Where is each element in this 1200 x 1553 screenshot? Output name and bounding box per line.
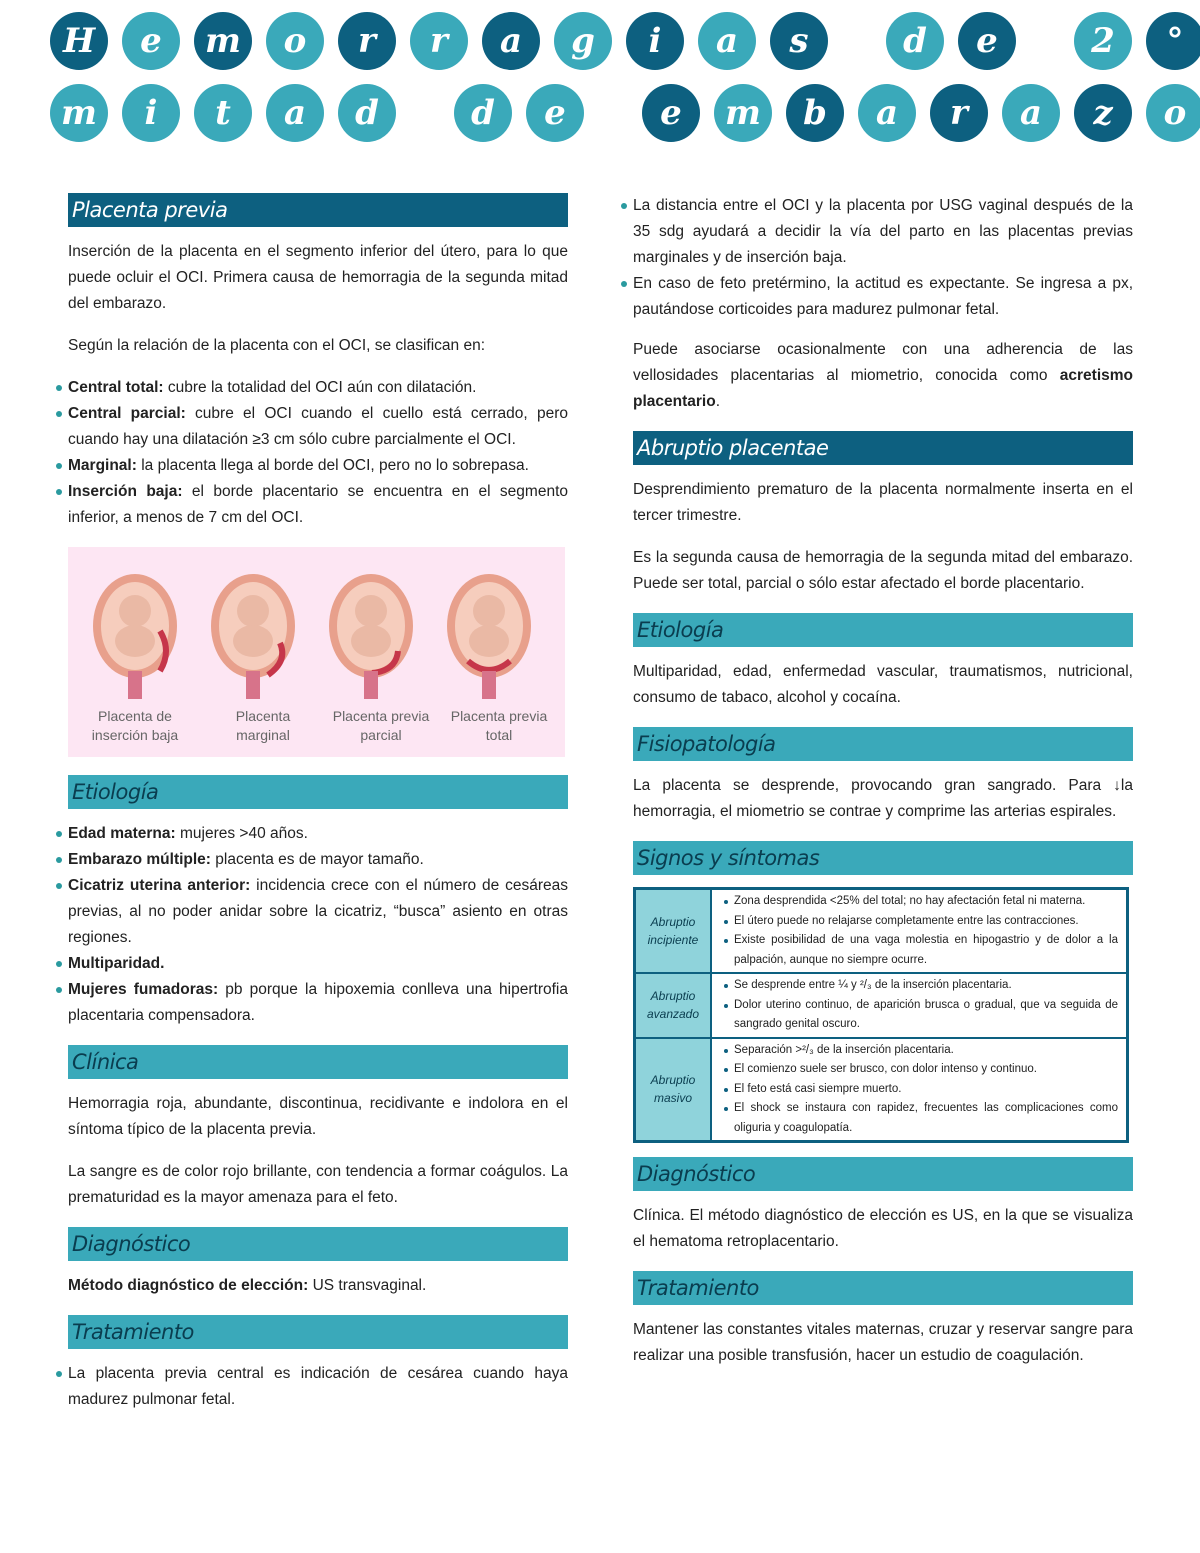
title-letter: d: [886, 12, 944, 70]
section-header-diagnostico: Diagnóstico: [68, 1227, 568, 1261]
table-row: [635, 1038, 1128, 1142]
list-item: Existe posibilidad de una vaga molestia en hipogastrio y de dolor a la palpación, aunque no siempre ocurre.: [734, 931, 1118, 970]
list-item: El útero puede no relajarse completamente entre las contracciones.: [734, 912, 1118, 932]
title-letter: o: [1146, 84, 1200, 142]
title-letter: 2: [1074, 12, 1132, 70]
section-header-diagnostico-abruptio: Diagnóstico: [633, 1157, 1133, 1191]
title-letter: a: [482, 12, 540, 70]
title-space: [410, 84, 440, 142]
title-letter: m: [194, 12, 252, 70]
title-letter: d: [454, 84, 512, 142]
figure-label: Placenta previa total: [450, 708, 548, 743]
title-letter: H: [50, 12, 108, 70]
fisiopatologia-text: La placenta se desprende, provocando gran sangrado. Para ↓la hemorragia, el miometrio se contrae y comprime las arterias espirales.: [633, 777, 1133, 820]
title-letter: g: [554, 12, 612, 70]
tratamiento-abruptio-text: Mantener las constantes vitales maternas, cruzar y reservar sangre para realizar una posible transfusión, hacer un estudio de coagulación.: [633, 1321, 1133, 1364]
list-item: Cicatriz uterina anterior: incidencia crece con el número de cesáreas previas, al no poder anidar sobre la cicatriz, “busca” asiento en otras regiones.: [68, 873, 568, 951]
placenta-previa-intro: Inserción de la placenta en el segmento inferior del útero, para lo que puede ocluir el OCI. Primera causa de hemorragia de la segunda mitad del embarazo.: [68, 243, 568, 312]
list-item: Separación >²/₃ de la inserción placentaria.: [734, 1041, 1118, 1061]
section-header-etiologia-abruptio: Etiología: [633, 613, 1133, 647]
uterus-illustration: [444, 571, 534, 701]
abruptio-p1: Desprendimiento prematuro de la placenta normalmente inserta en el tercer trimestre.: [633, 481, 1133, 524]
title-letter: o: [266, 12, 324, 70]
table-row-value: [711, 1038, 1128, 1142]
section-header-tratamiento-abruptio: Tratamiento: [633, 1271, 1133, 1305]
title-letter: i: [122, 84, 180, 142]
uterus-illustration: [326, 571, 416, 701]
placenta-previa-classify: Según la relación de la placenta con el OCI, se clasifican en:: [68, 337, 486, 354]
title-letter: e: [526, 84, 584, 142]
title-letter: a: [1002, 84, 1060, 142]
title-letter: e: [642, 84, 700, 142]
title-space: [1030, 12, 1060, 70]
placenta-types-figure: [68, 547, 565, 757]
title-space: [598, 84, 628, 142]
right-column: [633, 193, 1133, 1385]
list-item: Edad materna: mujeres >40 años.: [68, 821, 568, 847]
table-row: [635, 889, 1128, 974]
list-item: Central total: cubre la totalidad del OCI aún con dilatación.: [68, 375, 568, 401]
title-letter: a: [858, 84, 916, 142]
title-letter: a: [698, 12, 756, 70]
list-item: En caso de feto pretérmino, la actitud es expectante. Se ingresa a px, pautándose corticoides para madurez pulmonar fetal.: [633, 271, 1133, 323]
table-row-value: [711, 973, 1128, 1038]
placenta-types-list: [68, 375, 568, 531]
etiologia-list: [68, 821, 568, 1029]
diagnostico-text: Método diagnóstico de elección: US transvaginal.: [68, 1277, 427, 1294]
list-item: La distancia entre el OCI y la placenta por USG vaginal después de la 35 sdg ayudará a decidir la vía del parto en las placentas previas marginales y de inserción baja.: [633, 193, 1133, 271]
title-letter: a: [266, 84, 324, 142]
table-row-value: [711, 889, 1128, 974]
section-header-etiologia: Etiología: [68, 775, 568, 809]
section-header-signos: Signos y síntomas: [633, 841, 1133, 875]
list-item: Marginal: la placenta llega al borde del OCI, pero no lo sobrepasa.: [68, 453, 568, 479]
uterus-illustration: [90, 571, 180, 701]
figure-label: Placenta de inserción baja: [91, 708, 179, 743]
list-item: El comienzo suele ser brusco, con dolor intenso y continuo.: [734, 1060, 1118, 1080]
title-letter: i: [626, 12, 684, 70]
section-header-placenta-previa: Placenta previa: [68, 193, 568, 227]
figure-label: Placenta previa parcial: [332, 708, 430, 743]
title-letter: s: [770, 12, 828, 70]
tratamiento-cont-list: [633, 193, 1133, 323]
title-space: [842, 12, 872, 70]
list-item: Dolor uterino continuo, de aparición brusca o gradual, que va seguida de sangrado genital oscuro.: [734, 996, 1118, 1035]
title-letter: e: [122, 12, 180, 70]
list-item: Embarazo múltiple: placenta es de mayor tamaño.: [68, 847, 568, 873]
list-item: Zona desprendida <25% del total; no hay afectación fetal ni materna.: [734, 892, 1118, 912]
etiologia-abruptio-text: Multiparidad, edad, enfermedad vascular, traumatismos, nutricional, consumo de tabaco, alcohol y cocaína.: [633, 663, 1133, 706]
title-letter: r: [930, 84, 988, 142]
section-header-tratamiento: Tratamiento: [68, 1315, 568, 1349]
acretismo-text: Puede asociarse ocasionalmente con una adherencia de las vellosidades placentarias al miometrio, conocida como acretismo placentario.: [633, 341, 1133, 410]
title-letter: b: [786, 84, 844, 142]
clinica-p1: Hemorragia roja, abundante, discontinua, recidivante e indolora en el síntoma típico de la placenta previa.: [68, 1095, 568, 1138]
uterus-illustration: [208, 571, 298, 701]
list-item: Se desprende entre ¼ y ²/₃ de la inserción placentaria.: [734, 976, 1118, 996]
figure-label: Placenta marginal: [235, 708, 291, 743]
title-letter: °: [1146, 12, 1200, 70]
title-letter: m: [714, 84, 772, 142]
title-letter: z: [1074, 84, 1132, 142]
left-column: [68, 193, 568, 1429]
list-item: Inserción baja: el borde placentario se encuentra en el segmento inferior, a menos de 7 cm del OCI.: [68, 479, 568, 531]
list-item: El shock se instaura con rapidez, frecuentes las complicaciones como oliguria y coagulopatía.: [734, 1099, 1118, 1138]
diagnostico-abruptio-text: Clínica. El método diagnóstico de elección es US, en la que se visualiza el hematoma retroplacentario.: [633, 1207, 1133, 1250]
title-row-2: [50, 84, 1200, 142]
title-letter: t: [194, 84, 252, 142]
tratamiento-list: [68, 1361, 568, 1413]
abruptio-p2: Es la segunda causa de hemorragia de la segunda mitad del embarazo. Puede ser total, parcial o sólo estar afectado el borde placentario.: [633, 549, 1133, 592]
signos-table: [633, 887, 1129, 1143]
table-row-key: Abruptio masivo: [635, 1038, 712, 1142]
section-header-clinica: Clínica: [68, 1045, 568, 1079]
table-row-key: Abruptio avanzado: [635, 973, 712, 1038]
table-row-key: Abruptio incipiente: [635, 889, 712, 974]
title-letter: r: [410, 12, 468, 70]
section-header-abruptio: Abruptio placentae: [633, 431, 1133, 465]
section-header-fisiopatologia: Fisiopatología: [633, 727, 1133, 761]
list-item: La placenta previa central es indicación de cesárea cuando haya madurez pulmonar fetal.: [68, 1361, 568, 1413]
clinica-p2: La sangre es de color rojo brillante, con tendencia a formar coágulos. La prematuridad es la mayor amenaza para el feto.: [68, 1163, 568, 1206]
table-row: [635, 973, 1128, 1038]
list-item: Mujeres fumadoras: pb porque la hipoxemia conlleva una hipertrofia placentaria compensadora.: [68, 977, 568, 1029]
title-letter: d: [338, 84, 396, 142]
list-item: El feto está casi siempre muerto.: [734, 1080, 1118, 1100]
title-letter: r: [338, 12, 396, 70]
title-letter: m: [50, 84, 108, 142]
title-row-1: [50, 12, 1200, 70]
list-item: Multiparidad.: [68, 951, 568, 977]
list-item: Central parcial: cubre el OCI cuando el cuello está cerrado, pero cuando hay una dilatación ≥3 cm sólo cubre parcialmente el OCI.: [68, 401, 568, 453]
title-letter: e: [958, 12, 1016, 70]
